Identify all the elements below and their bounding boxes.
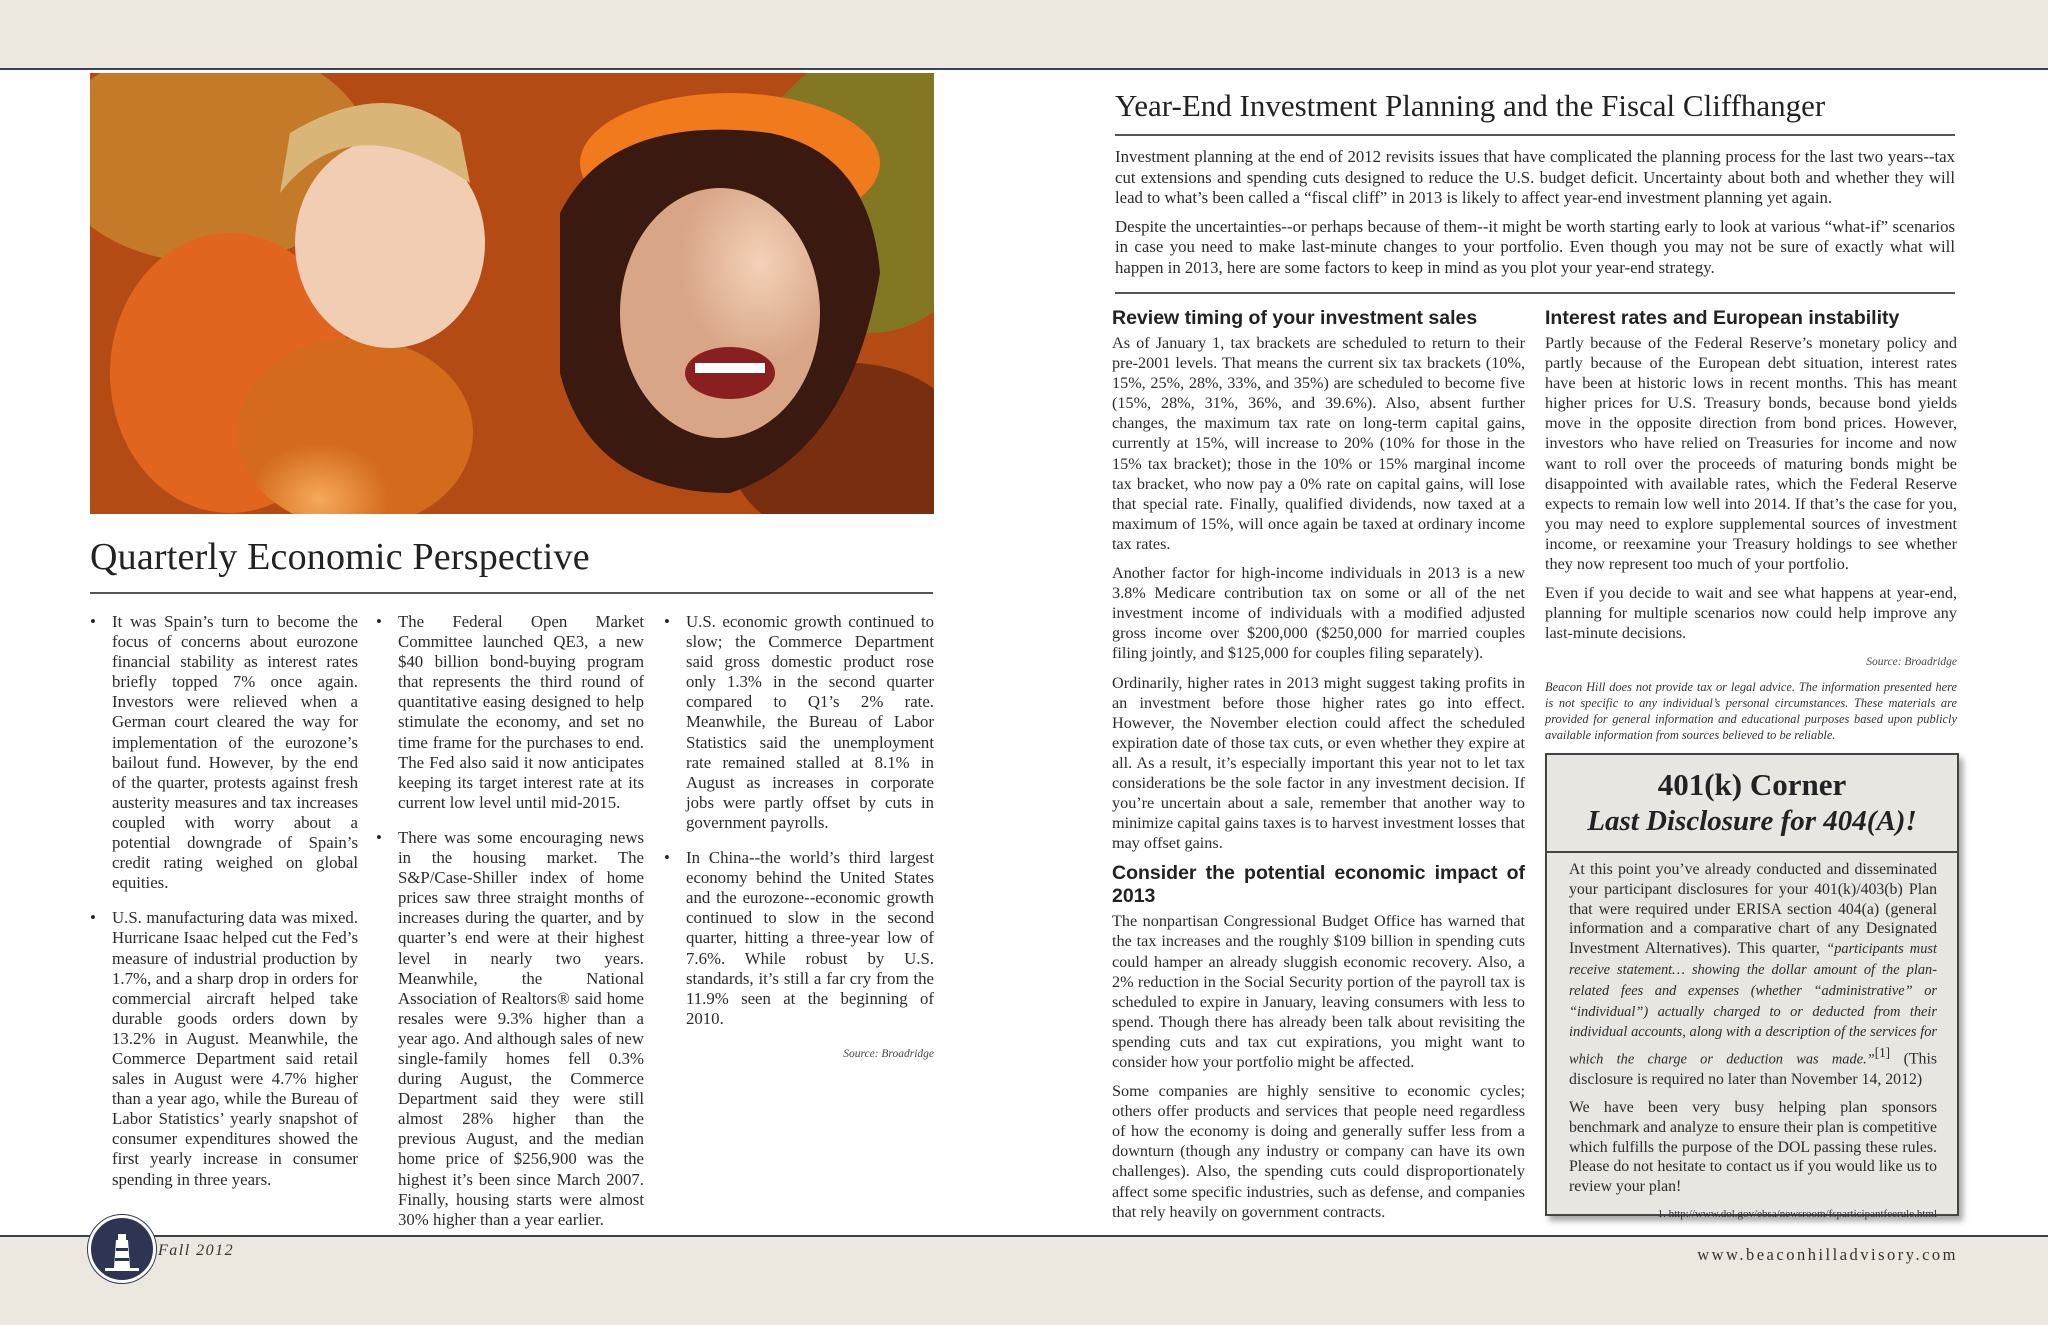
footnote-link[interactable]: 1. http://www.dol.gov/ebsa/newsroom/fsparticipantfeerule.html — [1657, 1208, 1937, 1221]
bullet-item: • There was some encouraging news in the housing market. The S&P/Case-Shiller index of home prices saw three straight months of increases during the quarter, and by quarter’s end were at their highest level in nearly two years. Meanwhile, the National Association of Realtors® said home resales were 9.3% higher than a year ago. And although sales of new single-family homes fell 0.3% during August, the Commerce Department said they were still almost 28% higher than the previous August, and the median home price of $256,900 was the highest it’s been since March 2007. Finally, housing starts were almost 30% higher than a year earlier. — [376, 828, 644, 1230]
subheading-interest-rates: Interest rates and European instability — [1545, 307, 1900, 329]
article-title: Year-End Investment Planning and the Fiscal Cliffhanger — [1115, 88, 1826, 123]
box-text: (This disclosure is required no later than November 14, 2012) — [1569, 1050, 1937, 1089]
subheading-economic-impact: Consider the potential economic impact of 2013 — [1112, 862, 1525, 908]
box-quote: “participants must receive statement… showing the dollar amount of the plan-related fees and expenses (whether “administrative” or “individual”) actually charged to or deducted from their individual accounts, along with a description of the services for which the charge or deduction was made.” — [1569, 941, 1937, 1068]
right-column-1 — [1112, 307, 1525, 1231]
autumn-photo — [90, 73, 934, 514]
box-paragraph: We have been very busy helping plan sponsors benchmark and analyze to ensure their plan is competitive which fulfills the purpose of the DOL passing these rules. Please do not hesitate to contact us if you would like us to review your plan! — [1569, 1099, 1937, 1196]
intro-paragraph: Investment planning at the end of 2012 revisits issues that have complicated the planning process for the last two years--tax cut extensions and spending cuts designed to reduce the U.S. budget deficit. Uncertainty about both and whether they will lead to what’s been called a “fiscal cliff” in 2013 is likely to affect year-end investment planning yet again. — [1115, 147, 1955, 207]
paragraph: Another factor for high-income individuals in 2013 is a new 3.8% Medicare contribution tax on some or all of the net investment income of individuals with a modified adjusted gross income over $200,000 ($250,000 for married couples filing jointly, and $125,000 for couples filing separately). — [1112, 564, 1525, 663]
bullet-item: • It was Spain’s turn to become the focus of concerns about eurozone financial stability as interest rates briefly topped 7% once again. Investors were relieved when a German court cleared the way for implementation of the eurozone’s bailout fund. However, by the end of the quarter, protests against fresh austerity measures and tax increases coupled with worry about a potential downgrade of Spain’s credit rating weighed on global equities. — [90, 612, 358, 893]
box-paragraph — [1569, 860, 1937, 1090]
left-column-3 — [664, 612, 934, 1064]
issue-season: Fall 2012 — [158, 1242, 235, 1259]
paragraph: The nonpartisan Congressional Budget Office has warned that the tax increases and the roughly $109 billion in spending cuts could hamper an already sluggish economic recovery. Also, a 2% reduction in the Social Security portion of the payroll tax is scheduled to expire in January, leaving consumers with less to spend. Though there has already been talk about revisiting the spending cuts and tax cut expirations, you might want to consider how your portfolio might be affected. — [1112, 912, 1525, 1071]
401k-corner-box — [1545, 753, 1959, 1221]
bullet-item: • U.S. manufacturing data was mixed. Hurricane Isaac helped cut the Fed’s measure of industrial production by 1.7%, and a sharp drop in orders for commercial aircraft helped take durable goods orders down by 13.2% in August. Meanwhile, the Commerce Department said retail sales in August were 4.7% higher than a year ago, while the Bureau of Labor Statistics’ yearly snapshot of consumer expenditures showed the first yearly increase in consumer spending in three years. — [90, 908, 358, 1189]
bullet-item: • U.S. economic growth continued to slow; the Commerce Department said gross domestic product rose only 1.3% in the second quarter compared to Q1’s 2% rate. Meanwhile, the Bureau of Labor Statistics said the unemployment rate remained stalled at 8.1% in August as increases in corporate jobs were partly offset by cuts in government payrolls. — [664, 612, 934, 833]
divider — [1115, 292, 1955, 294]
box-subtitle: Last Disclosure for 404(A)! — [1587, 805, 1917, 837]
box-text: At this point you’ve already conducted and disseminated your participant disclosures for your 401(k)/403(b) Plan that were required under ERISA section 404(a) (general information and a comparative chart of any Designated Investment Alternatives). This quarter, — [1569, 861, 1937, 958]
section-title-quarterly: Quarterly Economic Perspective — [90, 536, 590, 578]
paragraph: Some companies are highly sensitive to economic cycles; others offer products and services that people need regardless of how the economy is doing and generally suffer less from a downturn (though any industry or company can have its own challenges). Also, the spending cuts could disproportionately affect some specific industries, such as defense, and companies that rely heavily on government contracts. — [1112, 1082, 1525, 1221]
box-title: 401(k) Corner — [1657, 767, 1847, 802]
bottom-rule — [0, 1235, 2048, 1237]
left-column-1 — [90, 612, 358, 1205]
bullet-item: • In China--the world’s third largest economy behind the United States and the eurozone--economic growth continued to slow in the second quarter, hitting a three-year low of 7.6%. While robust by U.S. standards, it’s still a far cry from the 11.9% seen at the beginning of 2010. — [664, 848, 934, 1029]
source-note: Source: Broadridge — [843, 1047, 934, 1060]
lighthouse-logo-icon — [88, 1215, 156, 1283]
intro-paragraph: Despite the uncertainties--or perhaps because of them--it might be worth starting early to look at various “what-if” scenarios in case you need to make last-minute changes to your portfolio. Even though you may not be sure of exactly what will happen in 2013, here are some factors to keep in mind as you plot your year-end strategy. — [1115, 216, 1955, 277]
paragraph: Partly because of the Federal Reserve’s monetary policy and partly because of the European debt situation, interest rates have been at historic lows in recent months. This has meant higher prices for U.S. Treasury bonds, because bond yields move in the opposite direction from bond prices. However, investors who have relied on Treasuries for income and now want to roll over the proceeds of maturing bonds might be disappointed with available rates, which the Federal Reserve expects to remain low well into 2014. If that’s the case for you, you may need to explore supplemental sources of investment income, or reexamine your Treasury holdings to see whether they now represent too much of your portfolio. — [1545, 334, 1957, 574]
source-note: Source: Broadridge — [1866, 656, 1957, 669]
box-body — [1569, 860, 1937, 1225]
divider — [90, 592, 933, 594]
paragraph: Even if you decide to wait and see what happens at year-end, planning for multiple scenarios now could help improve any last-minute decisions. — [1545, 584, 1957, 643]
subheading-investment-sales: Review timing of your investment sales — [1112, 307, 1478, 329]
article-intro — [1115, 147, 1955, 286]
divider — [1547, 851, 1957, 853]
disclaimer: Beacon Hill does not provide tax or legal advice. The information presented here is not specific to any individual’s personal circumstances. These materials are provided for general information and educational purposes based upon publicly available information from sources believed to be reliable. — [1545, 679, 1957, 742]
lighthouse-icon — [91, 1218, 153, 1280]
right-column-2 — [1545, 307, 1957, 743]
bullet-item: • The Federal Open Market Committee launched QE3, a new $40 billion bond-buying program that represents the third round of quantitative easing designed to help stimulate the economy, and set no time frame for the purchases to end. The Fed also said it now anticipates keeping its target interest rate at its current low level until mid-2015. — [376, 612, 644, 813]
autumn-photo-illustration — [90, 73, 934, 514]
divider — [1115, 134, 1955, 136]
paragraph: As of January 1, tax brackets are scheduled to return to their pre-2001 levels. That means the current six tax brackets (10%, 15%, 25%, 28%, 33%, and 35%) are scheduled to become five (15%, 28%, 31%, 36%, and 39.6%). Also, absent further changes, the maximum tax rate on long-term capital gains, currently at 15%, will increase to 20% (10% for those in the 15% tax bracket); those in the 10% or 15% marginal income tax bracket, who now pay a 0% rate on capital gains, will lose that special rate. Finally, qualified dividends, now taxed at a maximum of 15%, will once again be taxed at ordinary income tax rates. — [1112, 334, 1525, 553]
website-link[interactable]: www.beaconhilladvisory.com — [1697, 1245, 1958, 1264]
paragraph: Ordinarily, higher rates in 2013 might suggest taking profits in an investment before those higher rates go into effect. However, the November election could affect the scheduled expiration date of those tax cuts, or even whether they expire at all. As a result, it’s especially important this year not to let tax considerations be the sole factor in any investment decision. If you’re uncertain about a sale, remember that another way to minimize capital gains taxes is to harvest investment losses that may offset gains. — [1112, 673, 1525, 853]
footnote-ref: [1] — [1874, 1045, 1891, 1061]
left-column-2 — [376, 612, 644, 1245]
